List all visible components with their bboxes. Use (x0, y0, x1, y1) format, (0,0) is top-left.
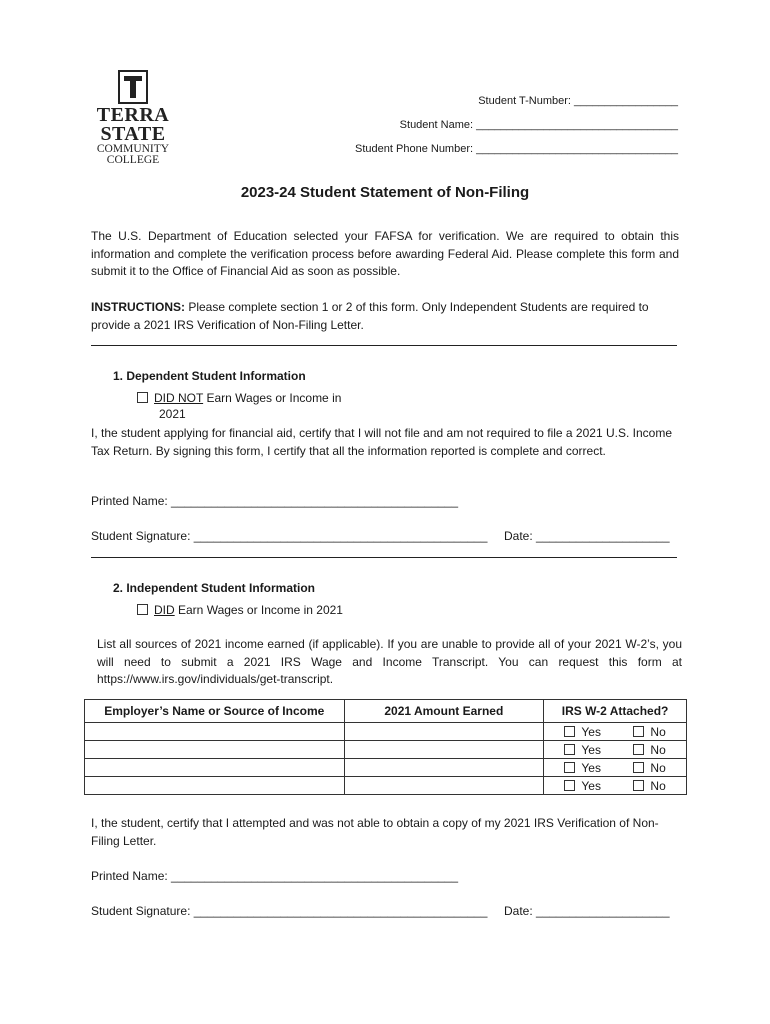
student-name-field[interactable]: Student Name: _________________________________ (399, 119, 678, 131)
no-label: No (650, 778, 666, 793)
section1-check-year: 2021 (159, 407, 186, 421)
no-label: No (650, 742, 666, 757)
no-checkbox[interactable] (633, 744, 644, 755)
yes-checkbox[interactable] (564, 780, 575, 791)
yes-label: Yes (581, 778, 601, 793)
student-phone-field[interactable]: Student Phone Number: _________________________________ (355, 143, 678, 155)
table-header-row (85, 700, 687, 723)
instructions-label: INSTRUCTIONS: (91, 300, 185, 314)
logo-line-community: COMMUNITY (96, 143, 170, 155)
did-label: DID (154, 603, 175, 617)
logo-line-state: STATE (100, 123, 166, 145)
divider (91, 345, 677, 346)
page-title: 2023-24 Student Statement of Non-Filing (240, 184, 530, 201)
amount-cell[interactable] (344, 759, 544, 777)
section2-list-instructions: List all sources of 2021 income earned (if applicable). If you are unable to provide all of your 2021 W-2’s, you will need to submit a 2021 IRS Wage and Income Transcript. You can request this form at https://www.irs.gov/individuals/get-transcript. (97, 637, 682, 686)
column-header-employer: Employer’s Name or Source of Income (85, 700, 345, 723)
student-t-number-field[interactable]: Student T-Number: _________________ (478, 95, 678, 107)
section1-date[interactable]: Date: ____________________ (504, 529, 670, 543)
income-table (84, 699, 687, 795)
column-header-w2: IRS W-2 Attached? (544, 700, 687, 723)
instructions-text: Please complete section 1 or 2 of this form. Only Independent Students are required to provide a 2021 IRS Verification of Non-Filing Letter. (91, 300, 649, 332)
w2-cell (544, 777, 687, 795)
dependent-checkbox[interactable] (137, 392, 148, 403)
section1-printed-name[interactable]: Printed Name: ___________________________________________ (91, 494, 459, 508)
did-not-label: DID NOT (154, 391, 204, 405)
logo-line-terra: TERRA (96, 104, 170, 126)
employer-cell[interactable] (85, 777, 345, 795)
no-checkbox[interactable] (633, 762, 644, 773)
independent-checkbox[interactable] (137, 604, 148, 615)
section2-checkbox-row[interactable] (137, 602, 343, 620)
intro-paragraph: The U.S. Department of Education selected your FAFSA for verification. We are required to obtain this information and complete the verification process before awarding Federal Aid. Please complete this form and submit it to the Office of Financial Aid as soon as possible. (91, 229, 679, 278)
section2-check-text: Earn Wages or Income in 2021 (174, 603, 343, 617)
no-label: No (650, 724, 666, 739)
employer-cell[interactable] (85, 759, 345, 777)
table-row (85, 741, 687, 759)
section1-heading: 1. Dependent Student Information (113, 369, 306, 383)
yes-checkbox[interactable] (564, 726, 575, 737)
column-header-amount: 2021 Amount Earned (344, 700, 544, 723)
logo-t-mark (118, 70, 148, 104)
no-label: No (650, 760, 666, 775)
w2-cell (544, 741, 687, 759)
section1-certification: I, the student applying for financial aid, certify that I will not file and am not required to file a 2021 U.S. Income Tax Return. By signing this form, I certify that all the information reported is complete and correct. (91, 426, 672, 458)
logo-line-college: COLLEGE (106, 154, 160, 166)
yes-checkbox[interactable] (564, 744, 575, 755)
w2-cell (544, 723, 687, 741)
employer-cell[interactable] (85, 741, 345, 759)
section2-heading: 2. Independent Student Information (113, 581, 315, 595)
table-row (85, 759, 687, 777)
divider (91, 557, 677, 558)
section1-signature[interactable]: Student Signature: ____________________________________________ (91, 529, 488, 543)
section1-check-text: Earn Wages or Income in (203, 391, 342, 405)
w2-cell (544, 759, 687, 777)
section2-printed-name[interactable]: Printed Name: ___________________________________________ (91, 869, 459, 883)
amount-cell[interactable] (344, 723, 544, 741)
no-checkbox[interactable] (633, 726, 644, 737)
section2-certification: I, the student, certify that I attempted and was not able to obtain a copy of my 2021 IRS Verification of Non-Filing Letter. (91, 816, 659, 848)
yes-label: Yes (581, 742, 601, 757)
amount-cell[interactable] (344, 741, 544, 759)
yes-checkbox[interactable] (564, 762, 575, 773)
no-checkbox[interactable] (633, 780, 644, 791)
college-logo (88, 70, 178, 166)
employer-cell[interactable] (85, 723, 345, 741)
section2-signature[interactable]: Student Signature: ____________________________________________ (91, 904, 488, 918)
table-row (85, 723, 687, 741)
yes-label: Yes (581, 724, 601, 739)
section2-date[interactable]: Date: ____________________ (504, 904, 670, 918)
amount-cell[interactable] (344, 777, 544, 795)
table-row (85, 777, 687, 795)
yes-label: Yes (581, 760, 601, 775)
section1-checkbox-row[interactable] (137, 390, 341, 408)
instructions-paragraph (91, 299, 681, 334)
